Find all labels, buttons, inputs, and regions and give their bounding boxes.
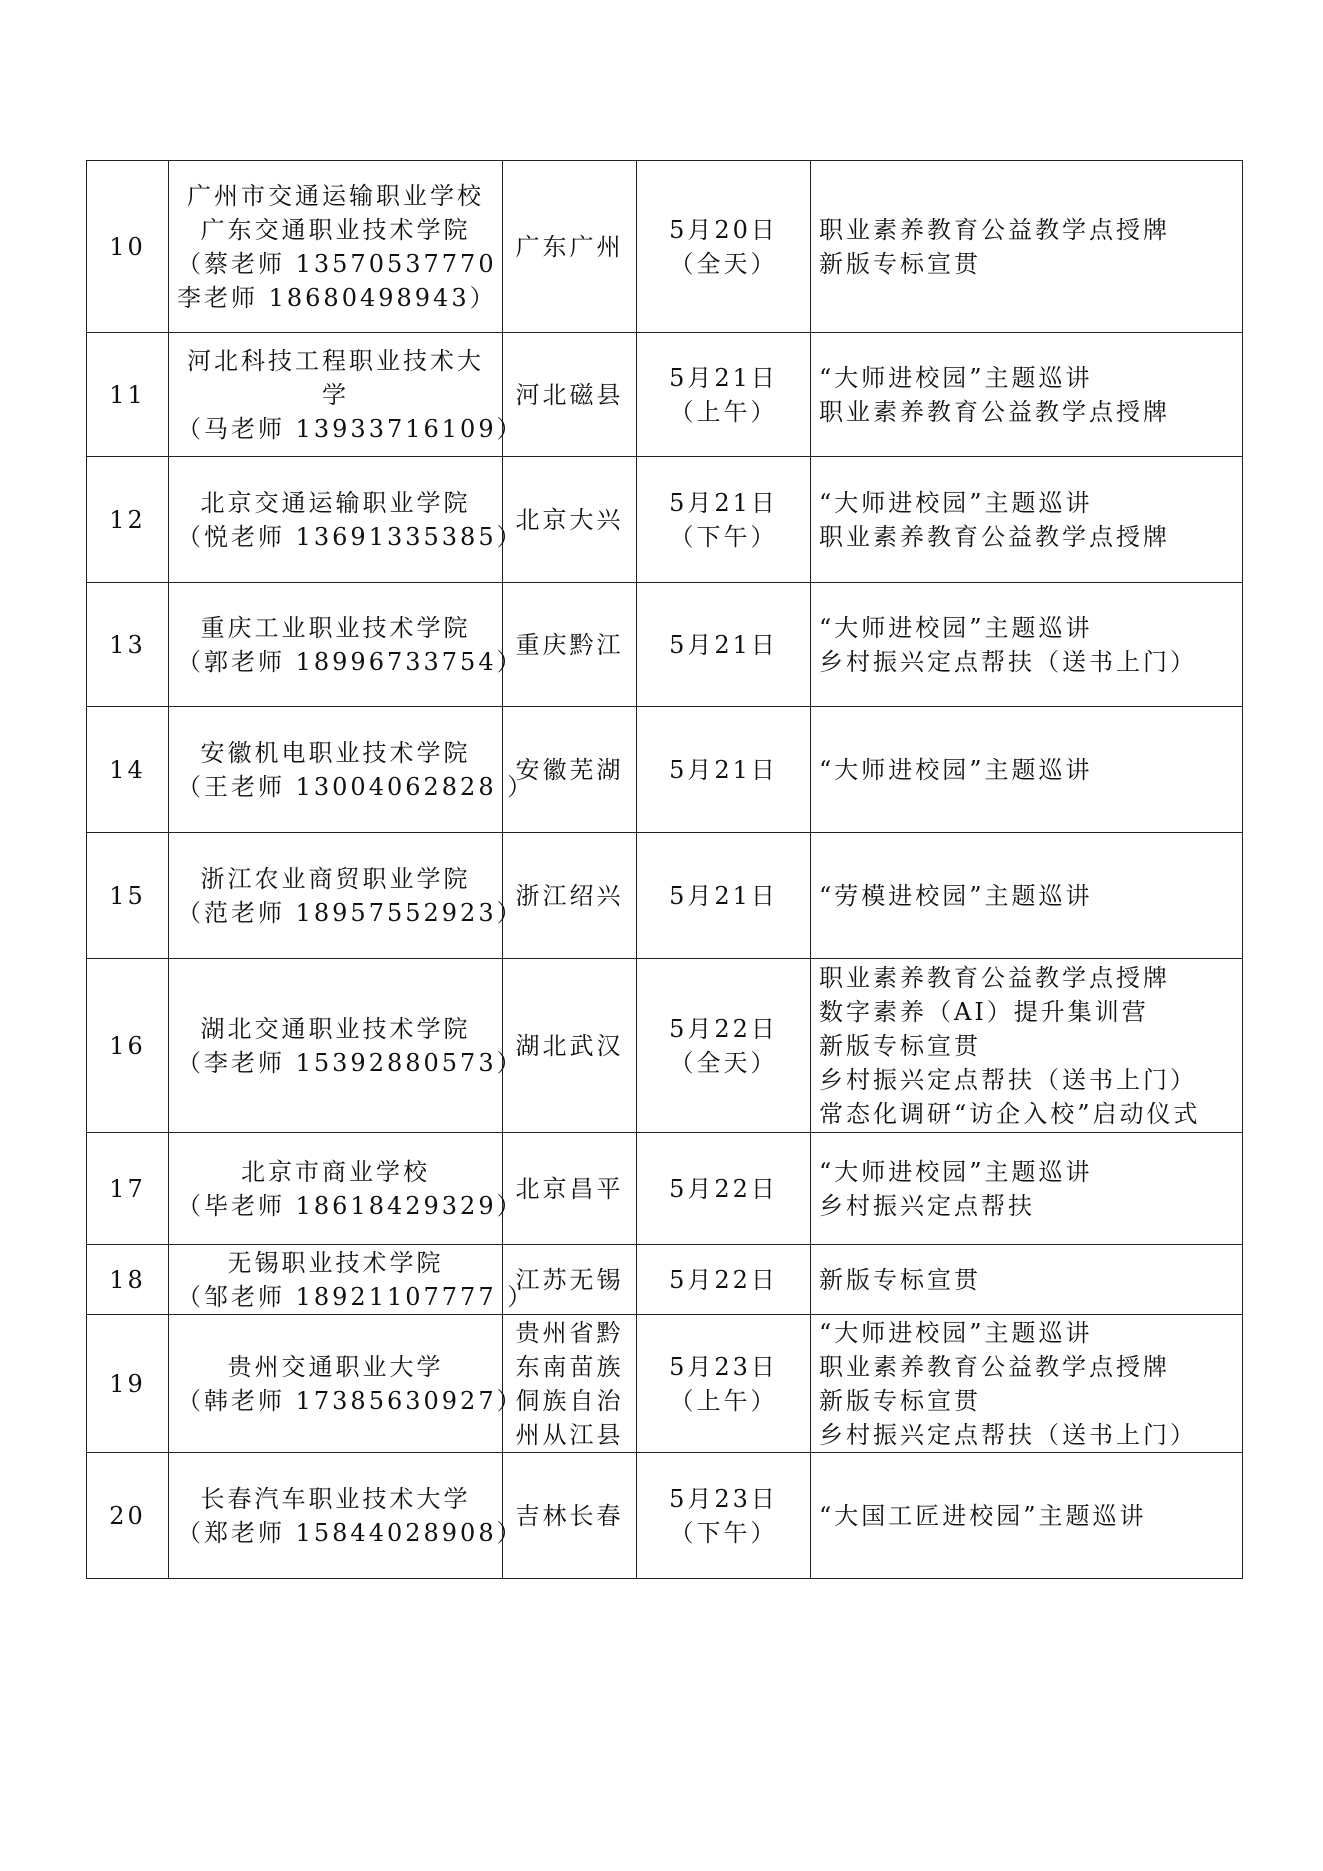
activities-cell-line: “大师进校园”主题巡讲 — [819, 488, 1093, 517]
table-row — [87, 1453, 1243, 1579]
location-cell — [503, 959, 637, 1133]
activities-cell-line: 乡村振兴定点帮扶（送书上门） — [819, 1420, 1197, 1449]
activities-cell-line: 乡村振兴定点帮扶（送书上门） — [819, 647, 1197, 676]
activities-cell-line: 职业素养教育公益教学点授牌 — [819, 397, 1170, 426]
activities-cell-line: 常态化调研“访企入校”启动仪式 — [819, 1099, 1201, 1128]
location-cell-line: 州从江县 — [515, 1420, 624, 1449]
date-cell-line: 5月22日 — [669, 1265, 778, 1294]
location-cell — [503, 1315, 637, 1453]
date-cell — [637, 161, 811, 333]
activities-cell-line: 职业素养教育公益教学点授牌 — [819, 215, 1170, 244]
school-cell-line: 重庆工业职业技术学院 — [200, 613, 471, 642]
date-cell — [637, 333, 811, 457]
activities-cell — [811, 707, 1243, 833]
activities-cell-line: 乡村振兴定点帮扶（送书上门） — [819, 1065, 1197, 1094]
date-cell-line: 5月23日 — [669, 1352, 778, 1381]
date-cell-line: 5月20日 — [669, 215, 778, 244]
school-cell-line: 李老师 18680498943） — [177, 283, 497, 312]
school-cell-line: （李老师 15392880573） — [177, 1048, 524, 1077]
school-cell-line: 长春汽车职业技术大学 — [200, 1484, 471, 1513]
location-cell-line: 浙江绍兴 — [515, 881, 624, 910]
location-cell — [503, 583, 637, 707]
table-row — [87, 959, 1243, 1133]
activities-cell-line: “大师进校园”主题巡讲 — [819, 613, 1093, 642]
date-cell — [637, 1133, 811, 1245]
row-number: 13 — [87, 583, 169, 707]
activities-cell-line: “劳模进校园”主题巡讲 — [819, 881, 1093, 910]
school-cell-line: （郭老师 18996733754） — [177, 647, 524, 676]
school-cell-line: （马老师 13933716109） — [177, 414, 524, 443]
school-cell-line: 无锡职业技术学院 — [227, 1248, 444, 1277]
table-row — [87, 457, 1243, 583]
school-cell — [169, 457, 524, 583]
school-cell — [169, 1453, 524, 1579]
date-cell — [637, 583, 811, 707]
activities-cell-line: 新版专标宣贯 — [819, 1031, 981, 1060]
school-cell — [169, 959, 524, 1133]
school-cell — [169, 1315, 524, 1453]
date-cell-line: （全天） — [669, 1048, 778, 1077]
school-cell-line: （蔡老师 13570537770 — [177, 249, 497, 278]
location-cell-line: 重庆黔江 — [515, 630, 624, 659]
location-cell-line: 安徽芜湖 — [515, 755, 624, 784]
activities-cell — [811, 161, 1243, 333]
table-row — [87, 833, 1243, 959]
date-cell — [637, 707, 811, 833]
date-cell-line: 5月22日 — [669, 1014, 778, 1043]
school-cell-line: 河北科技工程职业技术大 — [187, 346, 484, 375]
row-number: 15 — [87, 833, 169, 959]
location-cell-line: 东南苗族 — [515, 1352, 624, 1381]
location-cell-line: 河北磁县 — [515, 380, 624, 409]
row-number: 11 — [87, 333, 169, 457]
activities-cell-line: 新版专标宣贯 — [819, 1265, 981, 1294]
location-cell-line: 北京昌平 — [515, 1174, 624, 1203]
school-cell — [169, 707, 535, 833]
activities-cell — [811, 1315, 1243, 1453]
table-row — [87, 161, 1243, 333]
location-cell — [503, 1133, 637, 1245]
school-cell — [169, 1133, 524, 1245]
location-cell-line: 广东广州 — [515, 232, 624, 261]
date-cell-line: （全天） — [669, 249, 778, 278]
date-cell-line: 5月21日 — [669, 630, 778, 659]
location-cell-line: 北京大兴 — [515, 505, 624, 534]
activities-cell-line: 新版专标宣贯 — [819, 249, 981, 278]
row-number: 17 — [87, 1133, 169, 1245]
row-number: 14 — [87, 707, 169, 833]
school-cell-line: 湖北交通职业技术学院 — [200, 1014, 471, 1043]
location-cell-line: 贵州省黔 — [515, 1318, 624, 1347]
date-cell-line: 5月22日 — [669, 1174, 778, 1203]
activities-cell-line: 职业素养教育公益教学点授牌 — [819, 963, 1170, 992]
table-row — [87, 333, 1243, 457]
location-cell — [503, 1453, 637, 1579]
date-cell-line: （上午） — [669, 1386, 778, 1415]
school-cell-line: 广州市交通运输职业学校 — [187, 181, 484, 210]
date-cell-line: （上午） — [669, 397, 778, 426]
school-cell — [169, 333, 524, 457]
location-cell-line: 吉林长春 — [515, 1501, 624, 1530]
location-cell — [503, 457, 637, 583]
date-cell — [637, 959, 811, 1133]
school-cell-line: 安徽机电职业技术学院 — [200, 738, 471, 767]
activities-cell — [811, 457, 1243, 583]
date-cell — [637, 457, 811, 583]
activities-cell-line: 新版专标宣贯 — [819, 1386, 981, 1415]
school-cell-line: （郑老师 15844028908） — [177, 1518, 524, 1547]
activities-cell-line: 乡村振兴定点帮扶 — [819, 1191, 1035, 1220]
school-cell-line: 贵州交通职业大学 — [227, 1352, 444, 1381]
activities-cell-line: 职业素养教育公益教学点授牌 — [819, 1352, 1170, 1381]
school-cell-line: 广东交通职业技术学院 — [200, 215, 471, 244]
location-cell-line: 侗族自治 — [515, 1386, 624, 1415]
activities-cell — [811, 583, 1243, 707]
date-cell-line: （下午） — [669, 522, 778, 551]
row-number: 12 — [87, 457, 169, 583]
location-cell-line: 湖北武汉 — [515, 1031, 624, 1060]
date-cell — [637, 1245, 811, 1315]
activities-cell-line: “大师进校园”主题巡讲 — [819, 363, 1093, 392]
school-cell-line: 浙江农业商贸职业学院 — [200, 864, 471, 893]
table-row — [87, 583, 1243, 707]
activities-cell — [811, 1453, 1243, 1579]
school-cell-line: （范老师 18957552923） — [177, 898, 524, 927]
date-cell-line: （下午） — [669, 1518, 778, 1547]
table-row — [87, 1245, 1243, 1315]
row-number: 20 — [87, 1453, 169, 1579]
activities-cell — [811, 833, 1243, 959]
activities-cell — [811, 1245, 1243, 1315]
location-cell-line: 江苏无锡 — [515, 1265, 624, 1294]
date-cell — [637, 1315, 811, 1453]
location-cell — [503, 833, 637, 959]
date-cell-line: 5月21日 — [669, 488, 778, 517]
date-cell — [637, 833, 811, 959]
school-cell-line: （邹老师 18921107777 ） — [177, 1282, 535, 1311]
row-number: 10 — [87, 161, 169, 333]
location-cell — [503, 161, 637, 333]
row-number: 19 — [87, 1315, 169, 1453]
activities-cell-line: “大师进校园”主题巡讲 — [819, 1157, 1093, 1186]
row-number: 18 — [87, 1245, 169, 1315]
school-cell-line: （毕老师 18618429329） — [177, 1191, 524, 1220]
school-cell-line: （王老师 13004062828 ） — [177, 772, 535, 801]
activities-cell-line: 职业素养教育公益教学点授牌 — [819, 522, 1170, 551]
activities-cell — [811, 959, 1243, 1133]
school-cell-line: （韩老师 17385630927） — [177, 1386, 524, 1415]
table-row — [87, 707, 1243, 833]
date-cell-line: 5月21日 — [669, 363, 778, 392]
date-cell-line: 5月23日 — [669, 1484, 778, 1513]
school-cell — [169, 1245, 535, 1315]
table-row — [87, 1315, 1243, 1453]
date-cell-line: 5月21日 — [669, 881, 778, 910]
activities-cell-line: 数字素养（AI）提升集训营 — [819, 997, 1149, 1026]
school-cell — [169, 833, 524, 959]
schedule-table — [86, 160, 1243, 1579]
school-cell — [169, 583, 524, 707]
date-cell — [637, 1453, 811, 1579]
school-cell-line: （悦老师 13691335385） — [177, 522, 524, 551]
school-cell — [169, 161, 503, 333]
date-cell-line: 5月21日 — [669, 755, 778, 784]
school-cell-line: 北京交通运输职业学院 — [200, 488, 471, 517]
activities-cell-line: “大国工匠进校园”主题巡讲 — [819, 1501, 1147, 1530]
schedule-body — [87, 161, 1243, 1579]
activities-cell — [811, 1133, 1243, 1245]
activities-cell-line: “大师进校园”主题巡讲 — [819, 755, 1093, 784]
activities-cell-line: “大师进校园”主题巡讲 — [819, 1318, 1093, 1347]
activities-cell — [811, 333, 1243, 457]
table-row — [87, 1133, 1243, 1245]
school-cell-line: 学 — [322, 380, 349, 409]
row-number: 16 — [87, 959, 169, 1133]
location-cell — [503, 707, 637, 833]
school-cell-line: 北京市商业学校 — [241, 1157, 430, 1186]
